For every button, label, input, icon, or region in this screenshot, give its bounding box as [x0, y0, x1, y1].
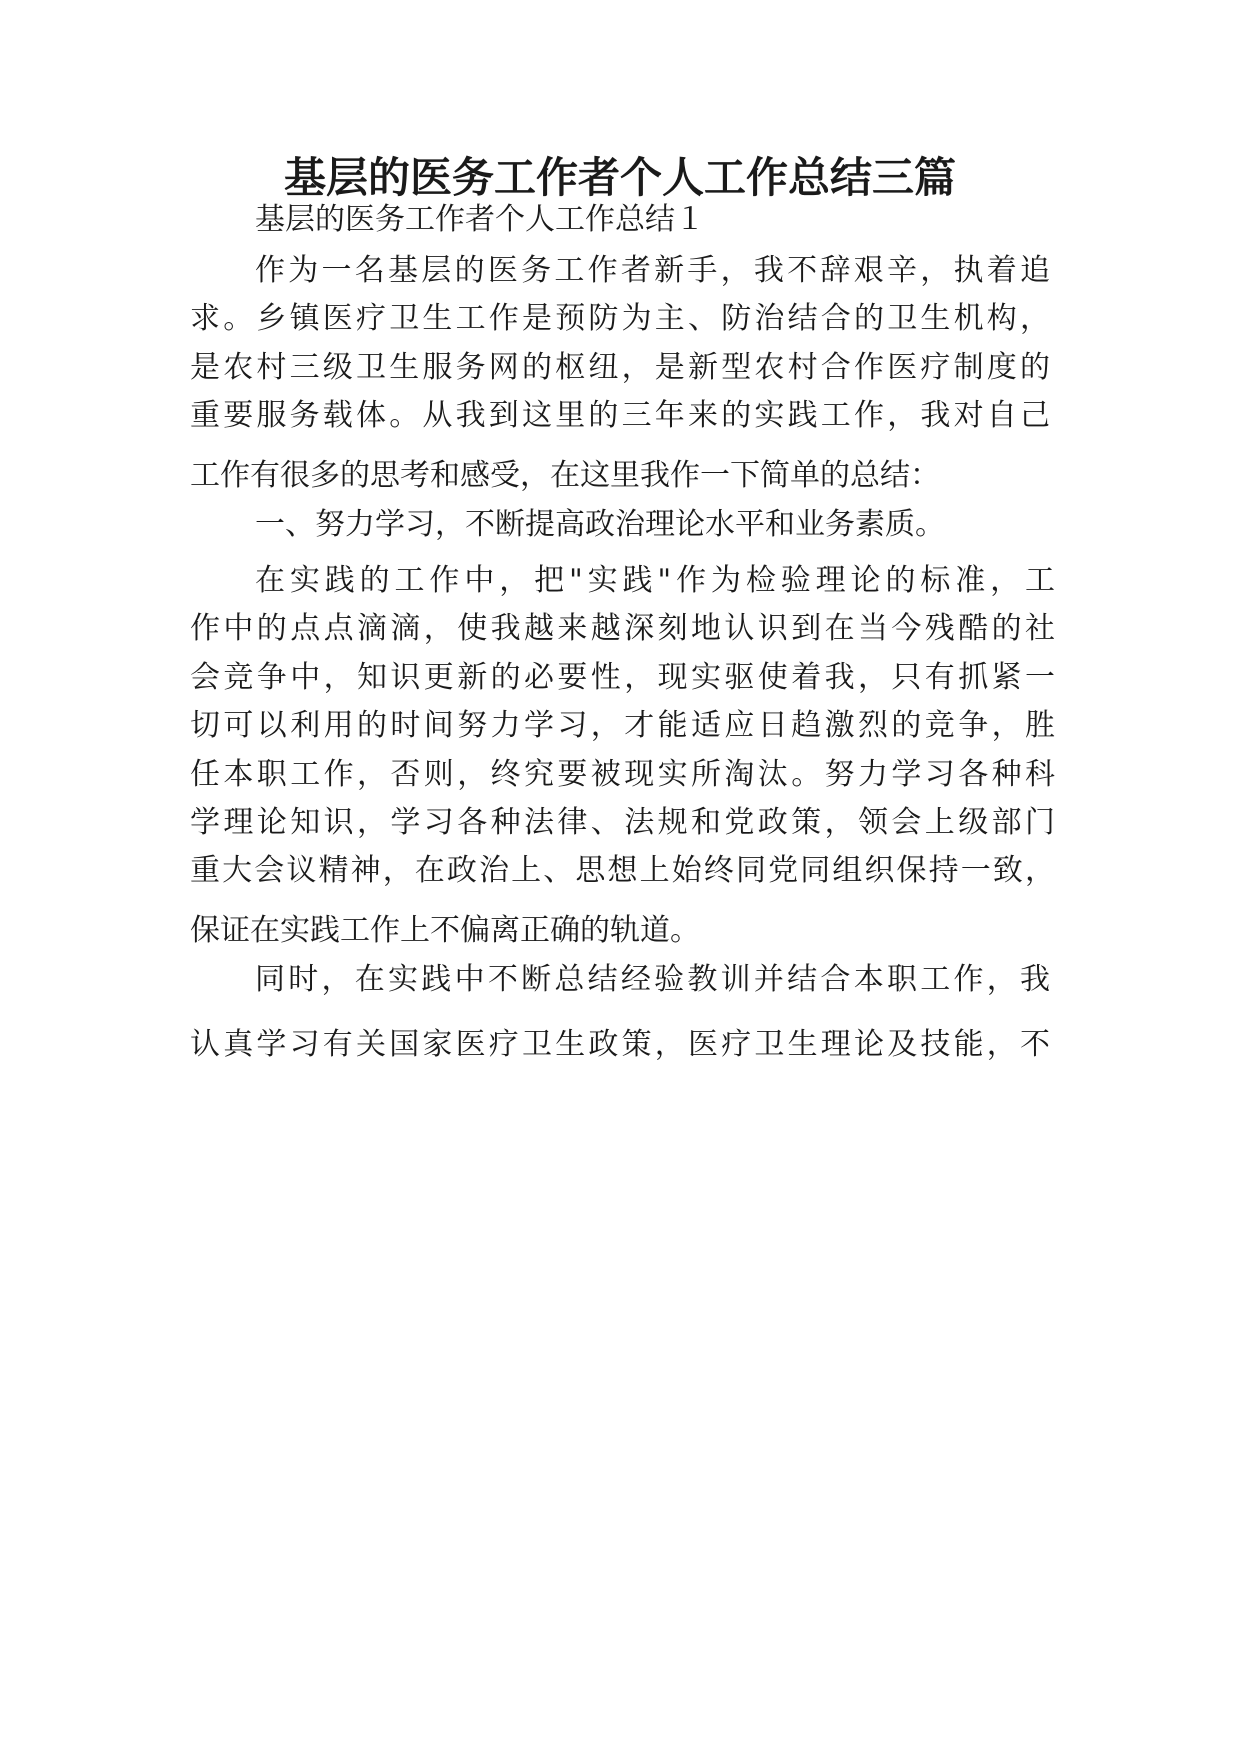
paragraph-line: 工作有很多的思考和感受，在这里我作一下简单的总结：	[190, 458, 940, 493]
paragraph-line: 认真学习有关国家医疗卫生政策，医疗卫生理论及技能，不	[190, 1027, 1050, 1062]
paragraph-line: 会竞争中，知识更新的必要性，现实驱使着我，只有抓紧一	[190, 660, 1055, 695]
paragraph-line: 作为一名基层的医务工作者新手，我不辞艰辛，执着追	[255, 253, 1050, 288]
paragraph-line: 保证在实践工作上不偏离正确的轨道。	[190, 913, 700, 948]
paragraph-line: 重大会议精神，在政治上、思想上始终同党同组织保持一致，	[190, 853, 1055, 888]
paragraph-line: 同时，在实践中不断总结经验教训并结合本职工作，我	[255, 962, 1050, 997]
paragraph-line: 切可以利用的时间努力学习，才能适应日趋激烈的竞争，胜	[190, 708, 1055, 743]
page-title: 基层的医务工作者个人工作总结三篇	[283, 153, 956, 202]
section-heading: 一、努力学习，不断提高政治理论水平和业务素质。	[255, 507, 945, 542]
paragraph-line: 是农村三级卫生服务网的枢纽，是新型农村合作医疗制度的	[190, 350, 1050, 385]
paragraph-line: 作中的点点滴滴，使我越来越深刻地认识到在当今残酷的社	[190, 611, 1055, 646]
paragraph-line: 重要服务载体。从我到这里的三年来的实践工作，我对自己	[190, 398, 1050, 433]
paragraph-line: 任本职工作，否则，终究要被现实所淘汰。努力学习各种科	[190, 757, 1055, 792]
paragraph-line: 学理论知识，学习各种法律、法规和党政策，领会上级部门	[190, 805, 1055, 840]
section-subtitle: 基层的医务工作者个人工作总结１	[255, 202, 705, 237]
paragraph-line: 求。乡镇医疗卫生工作是预防为主、防治结合的卫生机构，	[190, 301, 1050, 336]
paragraph-line: 在实践的工作中，把"实践"作为检验理论的标准，工	[255, 563, 1055, 598]
